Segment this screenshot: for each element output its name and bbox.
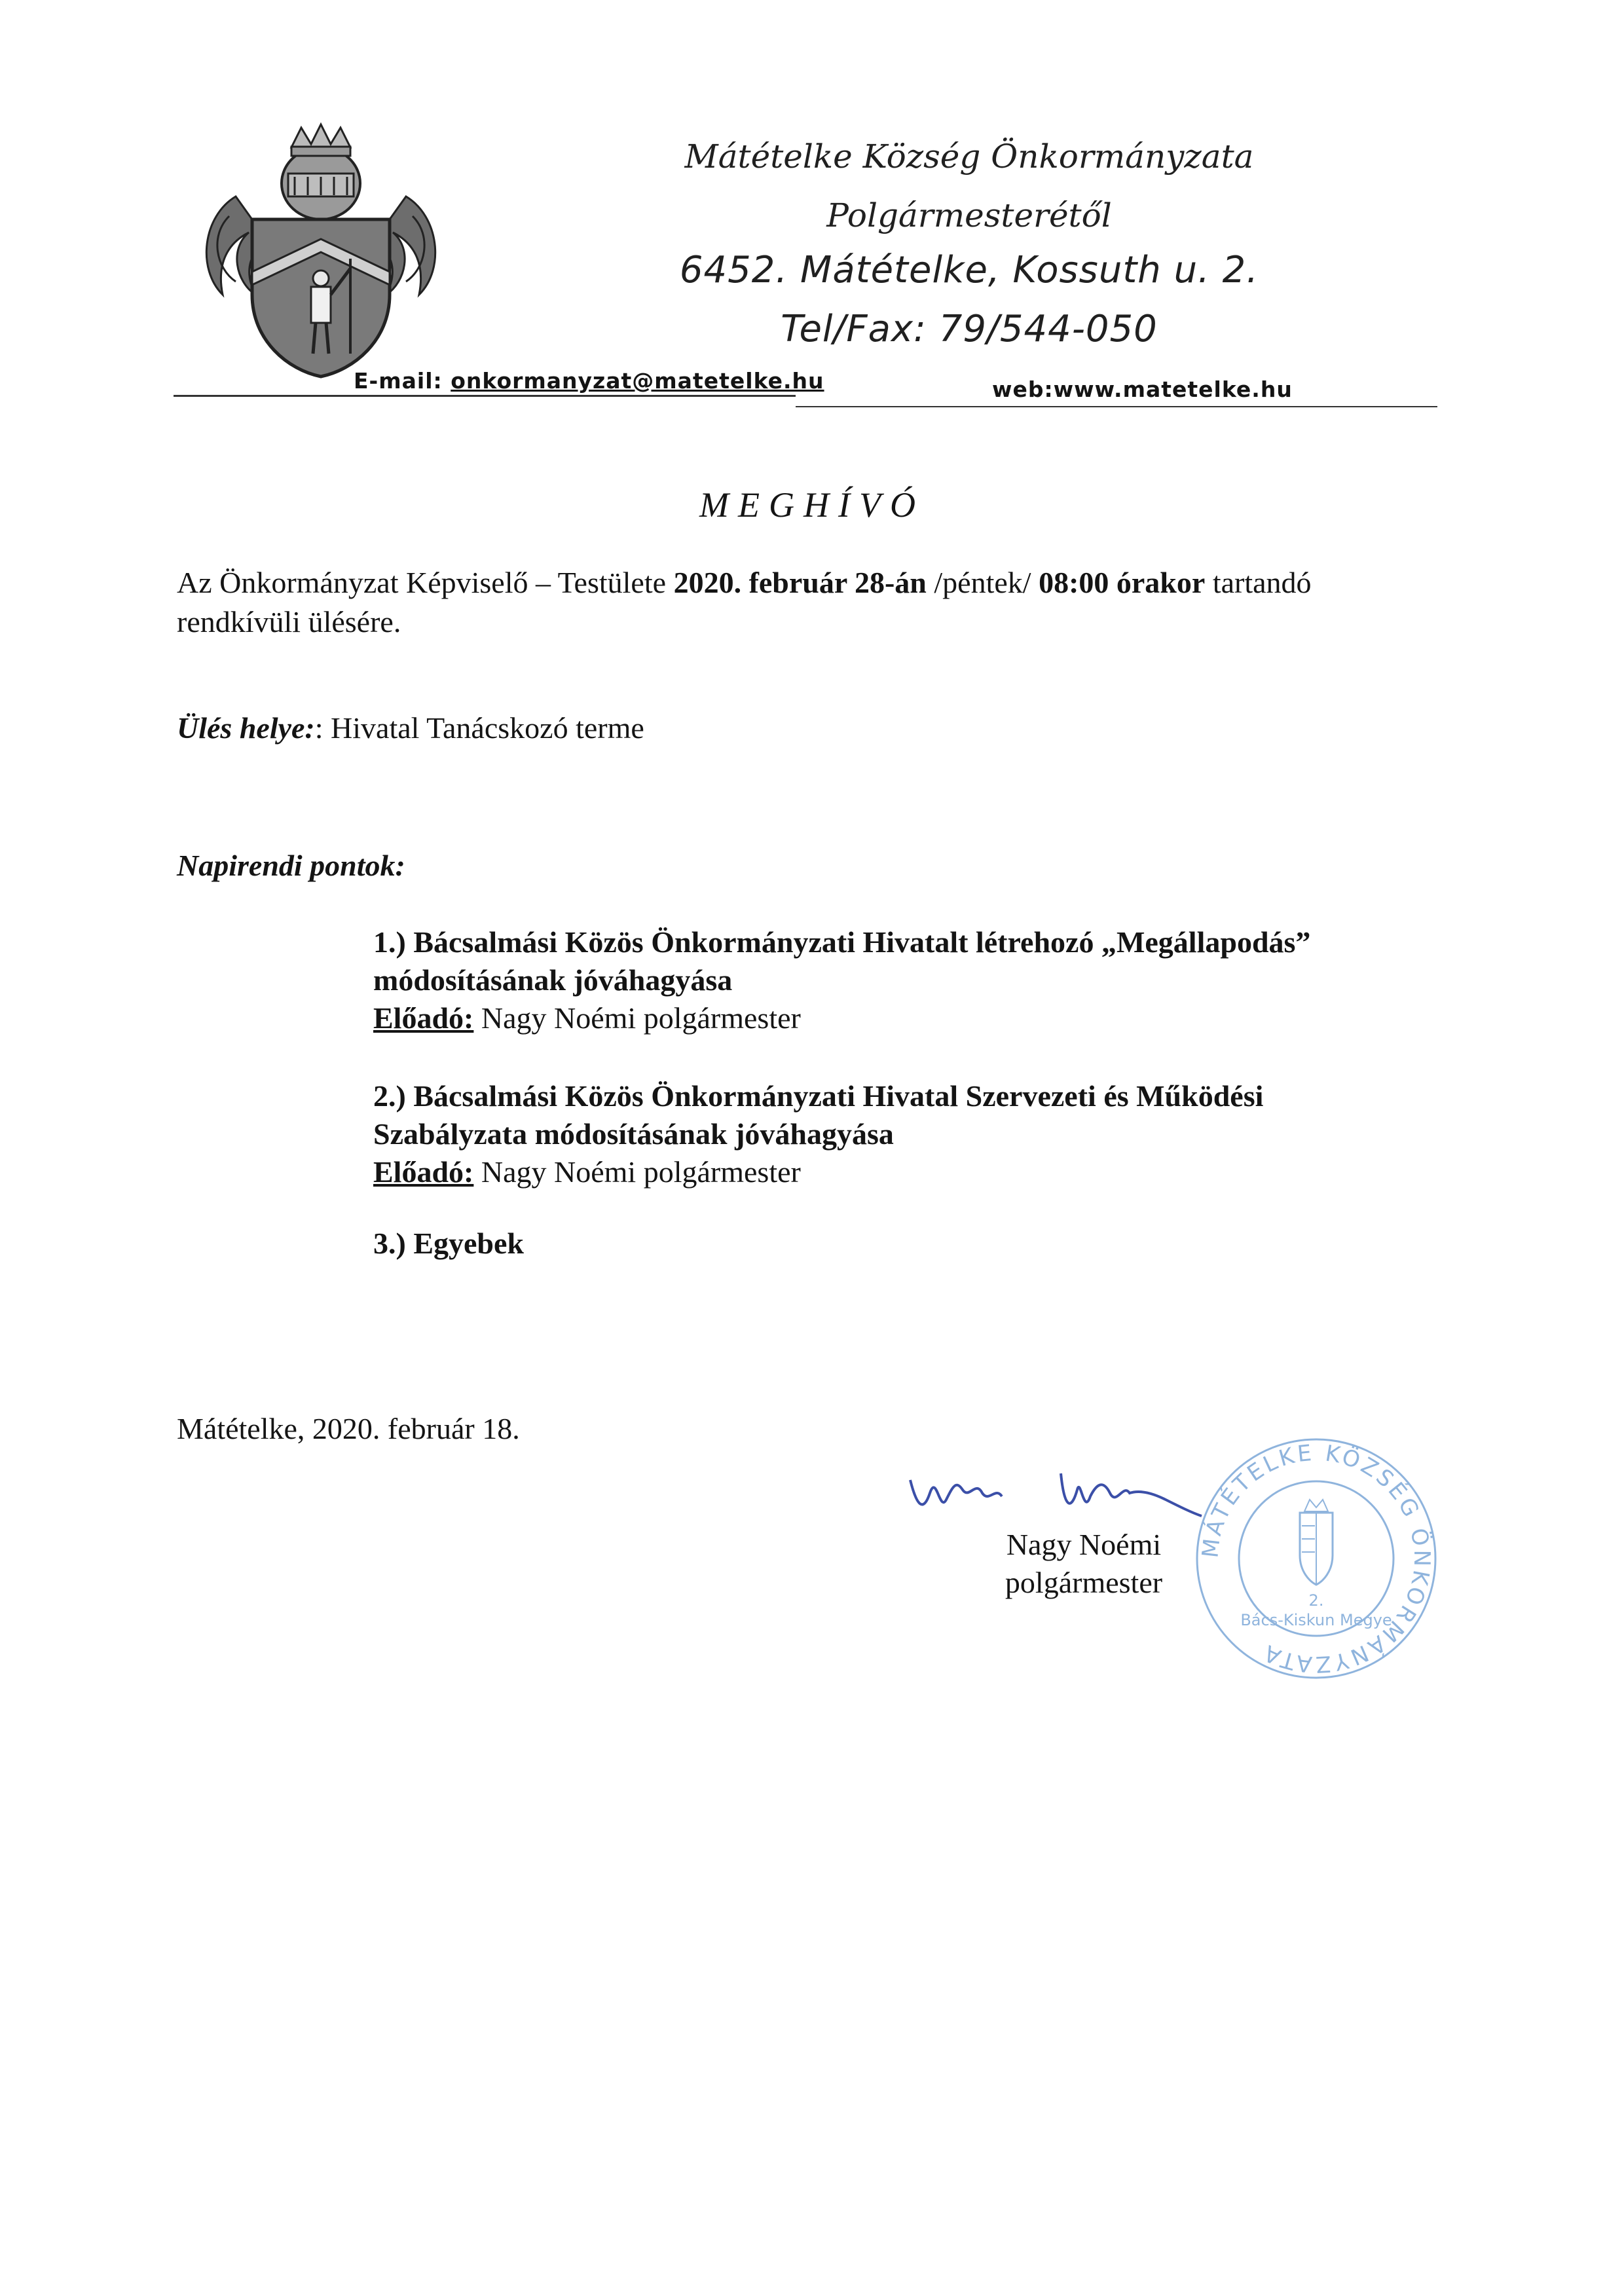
agenda-heading: Napirendi pontok: [177,849,405,882]
presenter-name: Nagy Noémi polgármester [473,1001,801,1035]
address: 6452. Mátételke, Kossuth u. 2. [679,249,1259,291]
letterhead [674,138,1264,354]
invitation-part2: /péntek/ [926,566,1039,599]
office-name: Polgármesterétől [826,196,1112,234]
official-stamp [1192,1434,1441,1683]
agenda-item-title: 2.) Bácsalmási Közös Önkormányzati Hivatal Szervezeti és Működési [373,1079,1264,1113]
agenda-item-title: 1.) Bácsalmási Közös Önkormányzati Hivatalt létrehozó „Megállapodás” [373,925,1311,959]
venue [177,711,644,745]
email-label: E-mail: [354,368,443,394]
handwritten-signature [904,1454,1205,1526]
email-link[interactable]: onkormanyzat@matetelke.hu [451,368,824,394]
invitation-part3: tartandó [1205,566,1312,599]
presenter-label: Előadó: [373,1155,474,1189]
signer-name: Nagy Noémi [1006,1528,1162,1561]
stamp-text: MÁTÉTELKE KÖZSÉG ÖNKORMÁNYZATA [1197,1439,1435,1678]
meeting-time: 08:00 órakor [1039,566,1206,599]
invitation-part1: Az Önkormányzat Képviselő – Testülete [177,566,674,599]
presenter-label: Előadó: [373,1001,474,1035]
presenter-name: Nagy Noémi polgármester [473,1155,801,1189]
agenda-item-presenter [373,999,1486,1037]
header-divider-right [796,406,1437,407]
agenda-item [373,1077,1486,1191]
invitation-part4: rendkívüli ülésére. [177,605,401,638]
stamp-number: 2. [1308,1591,1324,1610]
org-name: Mátételke Község Önkormányzata [684,138,1254,176]
web-link[interactable]: web:www.matetelke.hu [992,377,1293,402]
email-line [354,368,824,394]
agenda-item-title: 3.) Egyebek [373,1227,524,1260]
document-title: MEGHÍVÓ [699,485,925,525]
agenda-item [373,1225,1486,1263]
header-divider-left [174,395,796,397]
venue-value: : Hivatal Tanácskozó terme [314,711,644,745]
signer-role: polgármester [1005,1566,1163,1599]
agenda-item [373,923,1486,1037]
venue-label: Ülés helye: [177,711,315,745]
meeting-date: 2020. február 28-án [673,566,927,599]
agenda-item-title-cont: Szabályzata módosításának jóváhagyása [373,1117,894,1151]
phone-fax: Tel/Fax: 79/544-050 [781,308,1158,350]
signer-block [966,1526,1202,1602]
coat-of-arms [190,118,452,380]
invitation-text [177,563,1460,642]
agenda-item-presenter [373,1153,1486,1191]
agenda-item-title-cont: módosításának jóváhagyása [373,963,733,997]
stamp-subtext: Bács-Kiskun Megye [1240,1611,1392,1629]
dateline: Mátételke, 2020. február 18. [177,1412,520,1445]
